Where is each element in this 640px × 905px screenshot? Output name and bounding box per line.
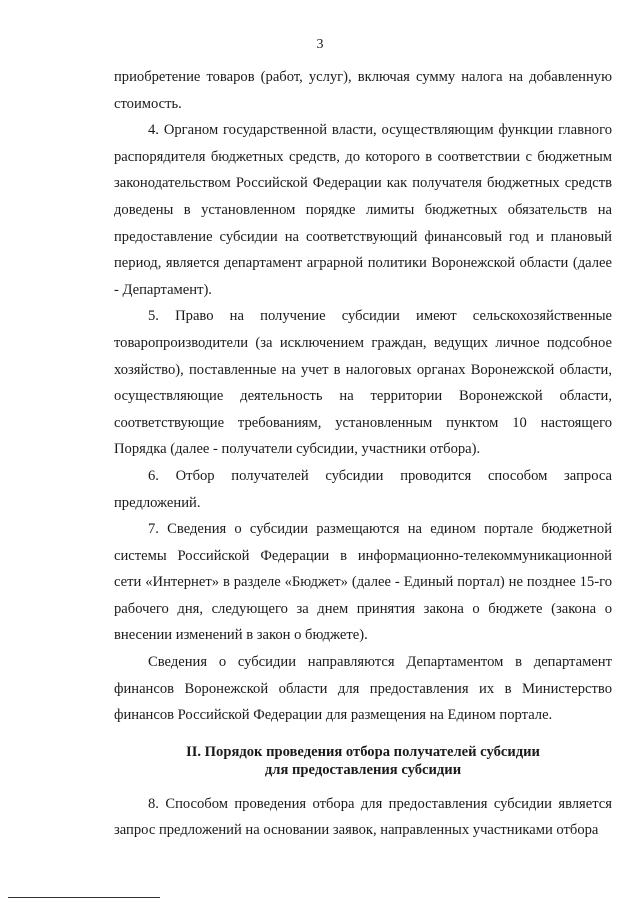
paragraph-7: 7. Сведения о субсидии размещаются на едином портале бюджетной системы Российской Федерации в информационно-телекоммуникационной сети «Интернет» в разделе «Бюджет» (далее - Единый портал) не позднее 15-го рабочего дня, следующего за днем принятия закона о бюджете (закона о внесении изменений в закон о бюджете). xyxy=(114,521,612,644)
page-number: 3 xyxy=(316,37,324,52)
paragraph-5: 5. Право на получение субсидии имеют сельскохозяйственные товаропроизводители (за исключением граждан, ведущих личное подсобное хозяйство), поставленные на учет в налоговых органах Воронежской области, осуществляющие деятельность на территории Воронежской области, соответствующие требованиям, установленным пунктом 10 настоящего Порядка (далее - получатели субсидии, участники отбора). xyxy=(114,308,612,458)
paragraph-4: 4. Органом государственной власти, осуществляющим функции главного распорядителя бюджетных средств, до которого в соответствии с бюджетным законодательством Российской Федерации как получателя бюджетных средств доведены в установленном порядке лимиты бюджетных обязательств на предоставление субсидии на соответствующий финансовый год и плановый период, является департамент аграрной политики Воронежской области (далее - Департамент). xyxy=(114,122,612,298)
section-heading-line-2: для предоставления субсидии xyxy=(264,761,462,778)
footer-rule xyxy=(8,897,160,898)
section-heading xyxy=(114,743,612,779)
paragraph-8: 8. Способом проведения отбора для предоставления субсидии является запрос предложений на основании заявок, направленных участниками отбора xyxy=(114,795,612,839)
paragraph-7-continued: Сведения о субсидии направляются Департаментом в департамент финансов Воронежской области для предоставления их в Министерство финансов Российской Федерации для размещения на Едином портале. xyxy=(114,654,612,724)
document-body xyxy=(114,64,612,844)
paragraph-6: 6. Отбор получателей субсидии проводится способом запроса предложений. xyxy=(114,467,612,511)
section-heading-line-1: II. Порядок проведения отбора получателей субсидии xyxy=(186,743,540,760)
paragraph-continuation: приобретение товаров (работ, услуг), включая сумму налога на добавленную стоимость. xyxy=(114,69,612,112)
